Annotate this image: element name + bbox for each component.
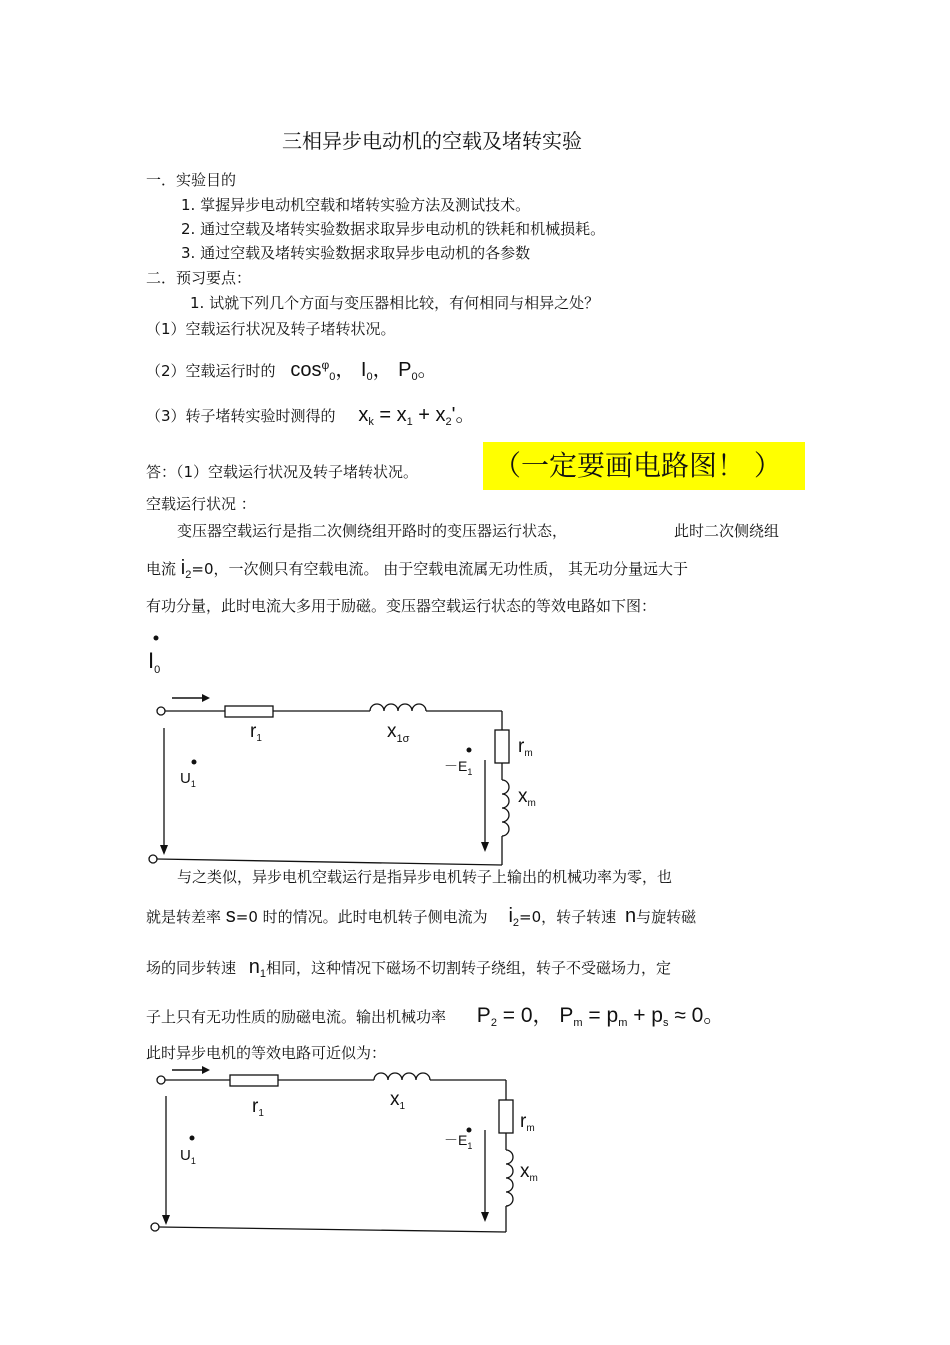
para1-line2-b: =0，一次侧只有空载电流。 由于空载电流属无功性质， 其无功分量远大于 [191,560,689,578]
current-arrowhead [202,694,210,702]
section2-heading: 二．预习要点： [146,269,252,287]
i2-symbol: $i_2$ [180,557,192,581]
label-e1: $-E_1$ [444,758,473,777]
para2-line2-c: =0，转子转速 [519,908,617,926]
para2-line2-b: =0 时的情况。此时电机转子侧电流为 [235,908,488,926]
label-e1: $-E_1$ [444,1132,473,1151]
resistor-r1 [225,706,273,717]
resistor-r1 [230,1075,278,1086]
highlight-note: （一定要画电路图！ ） [483,442,805,490]
para1-line1b: 此时二次侧绕组 [674,522,780,540]
resistor-rm [499,1100,513,1133]
para2-line5: 此时异步电机的等效电路可近似为： [146,1044,387,1062]
phasor-dot [154,636,159,641]
s-symbol: s [225,905,236,927]
section2-sub3 [146,405,476,428]
section2-question: 1. 试就下列几个方面与变压器相比较，有何相同与相异之处？ [190,294,600,312]
i2-symbol-2: $i_2$ [508,905,520,929]
inductor-x1 [374,1073,430,1080]
inductor-x1 [370,704,426,711]
label-xm: $x_m$ [520,1161,538,1184]
terminal-bottom [149,855,157,863]
resistor-rm [495,730,509,763]
terminal-top [157,707,165,715]
label-rm: $r_m$ [518,736,533,759]
label-rm: $r_m$ [520,1111,535,1134]
para2-line3-b: 相同，这种情况下磁场不切割转子绕组，转子不受磁场力，定 [266,959,672,977]
label-r1: $r_1$ [252,1096,264,1119]
answer-subheading: 空载运行状况 ： [146,495,256,513]
label-x1: $x_1$ [390,1089,406,1112]
section1-heading: 一．实验目的 [146,171,237,189]
para1-line3: 有功分量，此时电流大多用于励磁。变压器空载运行状态的等效电路如下图： [146,597,657,615]
para2-line1: 与之类似，异步电机空载运行是指异步电机转子上输出的机械功率为零，也 [177,868,673,886]
current-label: $I_0$ [148,648,161,676]
section1-item-1: 1. 掌握异步电动机空载和堵转实验方法及测试技术。 [181,196,531,214]
n-symbol: n [624,905,637,927]
inductor-xm [506,1150,513,1206]
para1-line2 [146,558,688,581]
para2-line2 [146,906,696,929]
label-xm: $x_m$ [518,786,536,809]
section2-sub2-text: （2）空载运行时的 [146,362,276,380]
para2-line2-a: 就是转差率 [146,908,222,926]
label-x1: $x_{1\sigma}$ [387,721,410,745]
power-formula: P2 = 0， Pm = pm + ps ≈ 0。 [476,1004,725,1029]
section1-item-2: 2. 通过空载及堵转实验数据求取异步电动机的铁耗和机械损耗。 [181,220,606,238]
section2-sub1: （1）空载运行状况及转子堵转状况。 [146,320,396,338]
section1-item-3: 3. 通过空载及堵转实验数据求取异步电动机的各参数 [181,244,531,262]
circuit-diagram-2 [140,1060,560,1240]
label-u1: $U_1$ [180,1147,196,1166]
circuit-diagram-1 [140,630,560,870]
cos-phi-formula: $\cos^\varphi_0$， $I_0$， $P_0$。 [290,358,438,383]
answer-line: 答：（1）空载运行状况及转子堵转状况。 [146,463,419,481]
para2-line3 [146,957,671,980]
para2-line3-a: 场的同步转速 [146,959,237,977]
inductor-xm [502,780,509,836]
section2-sub3-text: （3）转子堵转实验时测得的 [146,407,336,425]
section2-sub2 [146,360,438,383]
para2-line4-a: 子上只有无功性质的励磁电流。输出机械功率 [146,1008,447,1026]
para2-line2-d: 与旋转磁 [636,908,697,926]
para1-line2-a: 电流 [146,560,177,578]
xk-formula: $x_k = x_1 + x_2'$。 [358,404,476,428]
label-r1: $r_1$ [250,721,262,744]
label-u1: $U_1$ [180,770,196,789]
n1-symbol: $n_1$ [248,956,267,980]
page-title: 三相异步电动机的空载及堵转实验 [282,129,582,153]
terminal-top [157,1076,165,1084]
para2-line4 [146,1006,724,1029]
terminal-bottom [151,1223,159,1231]
para1-line1: 变压器空载运行是指二次侧绕组开路时的变压器运行状态， [177,522,568,540]
